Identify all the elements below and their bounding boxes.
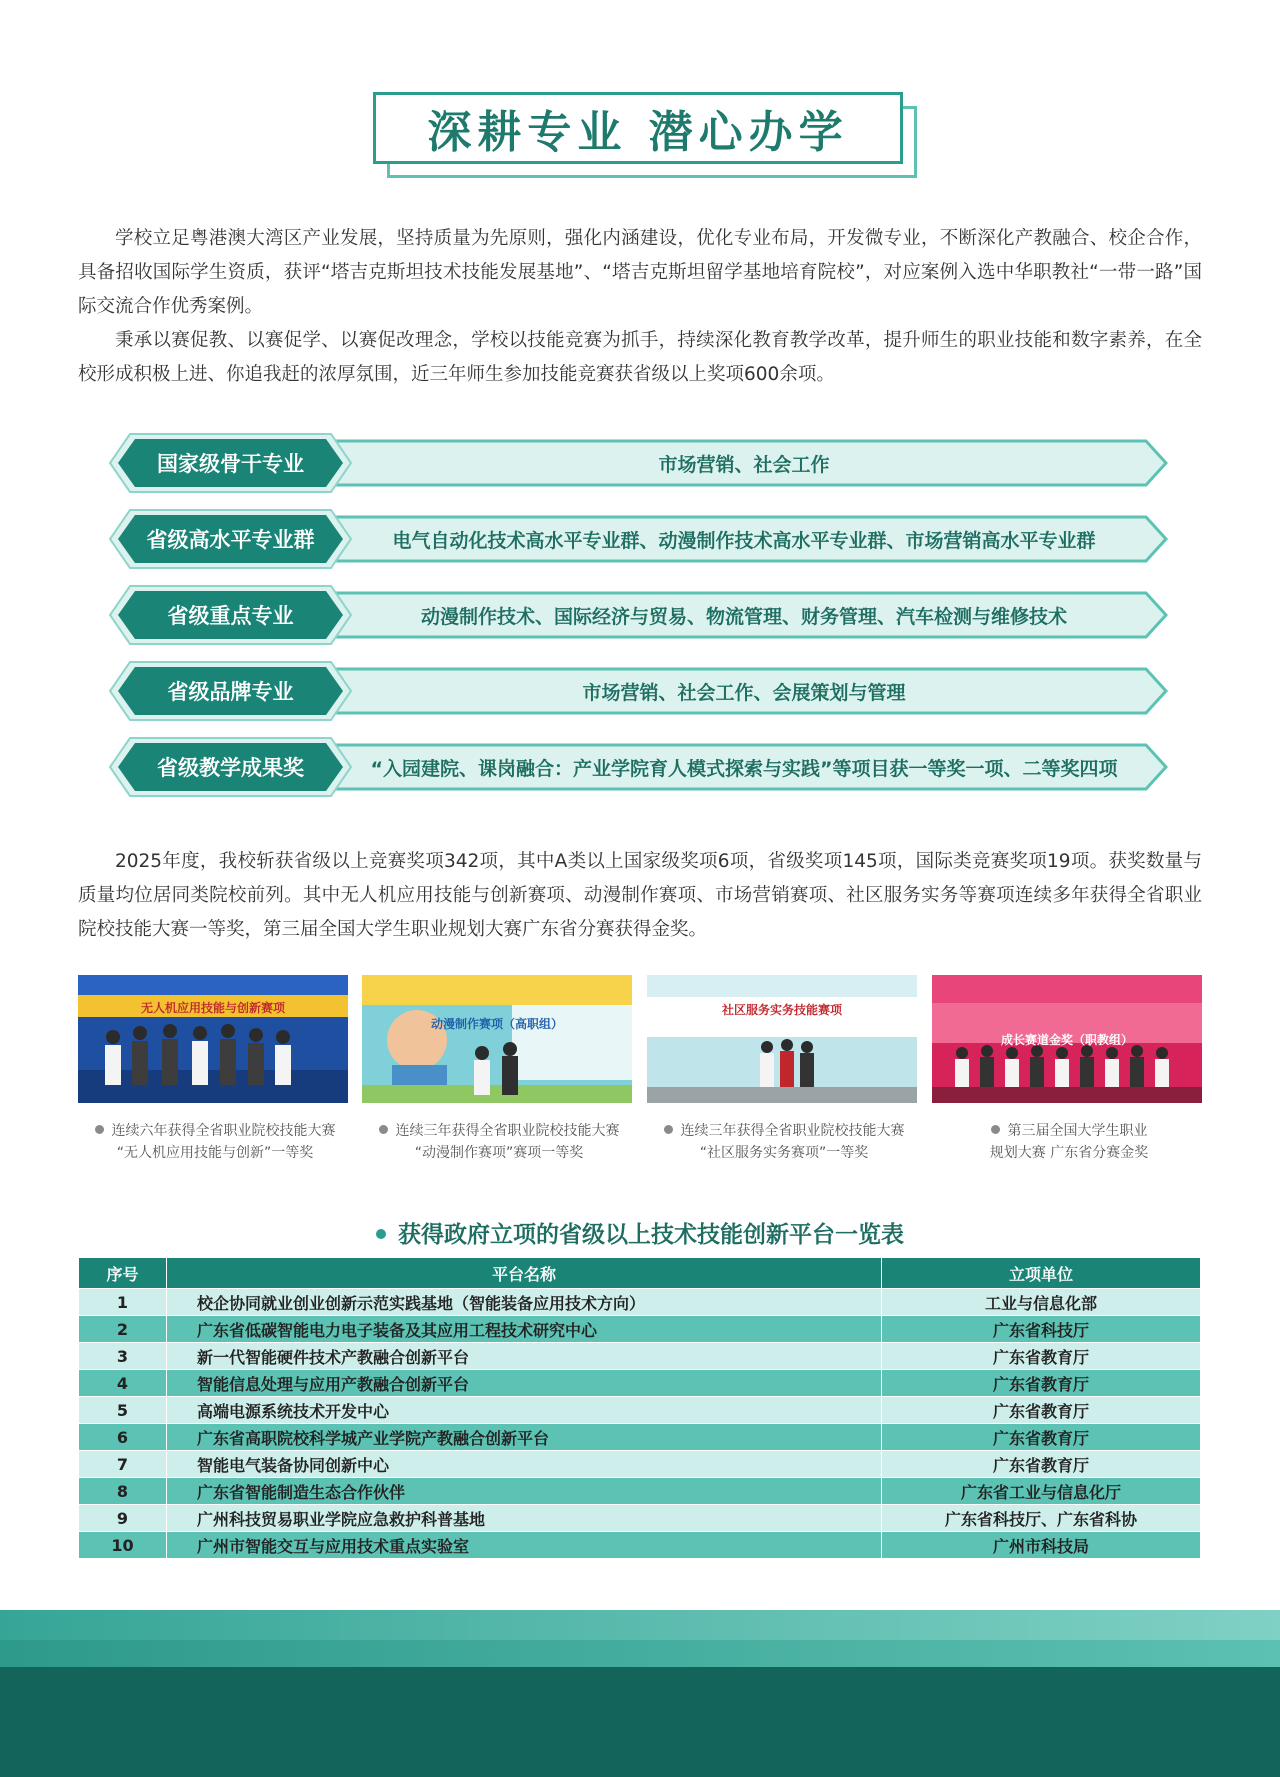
cell-unit: 广东省教育厅 [882,1370,1201,1397]
category-value: 电气自动化技术高水平专业群、动漫制作技术高水平专业群、市场营销高水平专业群 [392,529,1096,552]
table-title-text: 获得政府立项的省级以上技术技能创新平台一览表 [398,1222,904,1248]
table-row [79,1451,1201,1478]
table-row [79,1397,1201,1424]
cell-unit: 广东省教育厅 [882,1343,1201,1370]
cell-unit: 广东省科技厅 [882,1316,1201,1343]
category-value-bar [320,515,1168,563]
cell-platform-name: 校企协同就业创业创新示范实践基地（智能装备应用技术方向） [167,1289,882,1316]
category-value: 市场营销、社会工作 [658,453,830,476]
caption-line-2: “社区服务实务赛项”一等奖 [699,1145,869,1161]
page-title-box [373,92,918,180]
title-box [373,92,903,164]
table-row [79,1424,1201,1451]
category-tag [108,432,353,494]
category-value-bar [320,591,1168,639]
cell-unit: 广东省工业与信息化厅 [882,1478,1201,1505]
category-label: 国家级骨干专业 [157,452,304,476]
photo-animation-competition [362,975,632,1103]
caption-line-2: 规划大赛 广东省分赛金奖 [989,1145,1149,1161]
category-value: “入园建院、课岗融合：产业学院育人模式探索与实践”等项目获一等奖一项、二等奖四项 [370,757,1118,780]
cell-platform-name: 广州市智能交互与应用技术重点实验室 [167,1532,882,1559]
intro-paragraph-2: 秉承以赛促教、以赛促学、以赛促改理念，学校以技能竞赛为抓手，持续深化教育教学改革，提升师生的职业技能和数字素养，在全校形成积极上进、你追我赶的浓厚氛围，近三年师生参加技能竞赛获省级以上奖项600余项。 [78,330,1202,385]
cell-number: 7 [79,1451,167,1478]
photo-banner-text: 无人机应用技能与创新赛项 [140,1001,285,1015]
photo-drone-competition [78,975,348,1103]
photo-caption [639,1120,929,1164]
category-row [108,660,1170,722]
cell-unit: 广东省教育厅 [882,1451,1201,1478]
table-row [79,1370,1201,1397]
page-title: 深耕专业 潜心办学 [427,107,849,158]
caption-line-1: 连续三年获得全省职业院校技能大赛 [395,1123,620,1139]
category-label: 省级高水平专业群 [146,528,315,552]
cell-number: 3 [79,1343,167,1370]
category-row [108,432,1170,494]
header-number: 序号 [79,1258,167,1289]
cell-number: 10 [79,1532,167,1559]
category-label: 省级教学成果奖 [157,756,304,780]
cell-number: 4 [79,1370,167,1397]
bullet-dot-icon [376,1229,386,1239]
bullet-dot-icon [664,1125,673,1134]
category-tag [108,736,353,798]
photo-community-service-competition [647,975,917,1103]
category-value: 动漫制作技术、国际经济与贸易、物流管理、财务管理、汽车检测与维修技术 [420,605,1067,628]
cell-unit: 广东省教育厅 [882,1424,1201,1451]
header-unit: 立项单位 [882,1258,1201,1289]
photo-banner-text: 社区服务实务技能赛项 [721,1003,842,1017]
cell-number: 8 [79,1478,167,1505]
table-header-row [79,1258,1201,1289]
category-tag [108,584,353,646]
header-platform-name: 平台名称 [167,1258,882,1289]
category-label: 省级重点专业 [167,604,294,628]
photo-caption [354,1120,644,1164]
cell-unit: 广州市科技局 [882,1532,1201,1559]
platform-table [78,1257,1201,1559]
caption-line-1: 连续六年获得全省职业院校技能大赛 [111,1123,336,1139]
photo-career-planning-competition [932,975,1202,1103]
cell-unit: 广东省教育厅 [882,1397,1201,1424]
photo-banner-text: 动漫制作赛项（高职组） [430,1017,563,1031]
cell-number: 5 [79,1397,167,1424]
cell-platform-name: 广东省高职院校科学城产业学院产教融合创新平台 [167,1424,882,1451]
caption-line-1: 连续三年获得全省职业院校技能大赛 [680,1123,905,1139]
cell-platform-name: 新一代智能硬件技术产教融合创新平台 [167,1343,882,1370]
cell-platform-name: 广州科技贸易职业学院应急救护科普基地 [167,1505,882,1532]
table-row [79,1289,1201,1316]
cell-unit: 工业与信息化部 [882,1289,1201,1316]
caption-line-2: “动漫制作赛项”赛项一等奖 [414,1145,584,1161]
photo-caption [924,1120,1214,1164]
cell-platform-name: 广东省智能制造生态合作伙伴 [167,1478,882,1505]
caption-line-1: 第三届全国大学生职业 [1007,1123,1148,1139]
awards-paragraph: 2025年度，我校斩获省级以上竞赛奖项342项，其中A类以上国家级奖项6项，省级奖项145项，国际类竞赛奖项19项。获奖数量与质量均位居同类院校前列。其中无人机应用技能与创新赛项、动漫制作赛项、市场营销赛项、社区服务实务等赛项连续多年获得全省职业院校技能大赛一等奖，第三届全国大学生职业规划大赛广东省分赛获得金奖。 [78,851,1202,940]
bullet-dot-icon [95,1125,104,1134]
table-row [79,1505,1201,1532]
footer-band-mid [0,1640,1280,1667]
table-row [79,1478,1201,1505]
category-tag [108,508,353,570]
cell-number: 2 [79,1316,167,1343]
cell-platform-name: 高端电源系统技术开发中心 [167,1397,882,1424]
footer-band-light [0,1610,1280,1640]
table-row [79,1343,1201,1370]
cell-unit: 广东省科技厅、广东省科协 [882,1505,1201,1532]
bullet-dot-icon [991,1125,1000,1134]
category-row [108,508,1170,570]
category-value-bar [320,743,1168,791]
footer-band-dark [0,1667,1280,1777]
cell-platform-name: 智能电气装备协同创新中心 [167,1451,882,1478]
category-row [108,584,1170,646]
intro-paragraph-1: 学校立足粤港澳大湾区产业发展，坚持质量为先原则，强化内涵建设，优化专业布局，开发微专业，不断深化产教融合、校企合作，具备招收国际学生资质，获评“塔吉克斯坦技术技能发展基地”、“塔吉克斯坦留学基地培育院校”，对应案例入选中华职教社“一带一路”国际交流合作优秀案例。 [78,228,1202,317]
cell-platform-name: 智能信息处理与应用产教融合创新平台 [167,1370,882,1397]
cell-platform-name: 广东省低碳智能电力电子装备及其应用工程技术研究中心 [167,1316,882,1343]
category-value-bar [320,667,1168,715]
category-tag [108,660,353,722]
cell-number: 6 [79,1424,167,1451]
category-row [108,736,1170,798]
photo-banner-text: 成长赛道金奖（职教组） [1000,1033,1133,1047]
table-row [79,1532,1201,1559]
cell-number: 1 [79,1289,167,1316]
category-value-bar [320,439,1168,487]
category-value: 市场营销、社会工作、会展策划与管理 [582,681,906,704]
table-title [0,1216,1280,1249]
cell-number: 9 [79,1505,167,1532]
table-row [79,1316,1201,1343]
bullet-dot-icon [379,1125,388,1134]
caption-line-2: “无人机应用技能与创新”一等奖 [116,1145,314,1161]
photo-caption [70,1120,360,1164]
category-label: 省级品牌专业 [167,680,294,704]
